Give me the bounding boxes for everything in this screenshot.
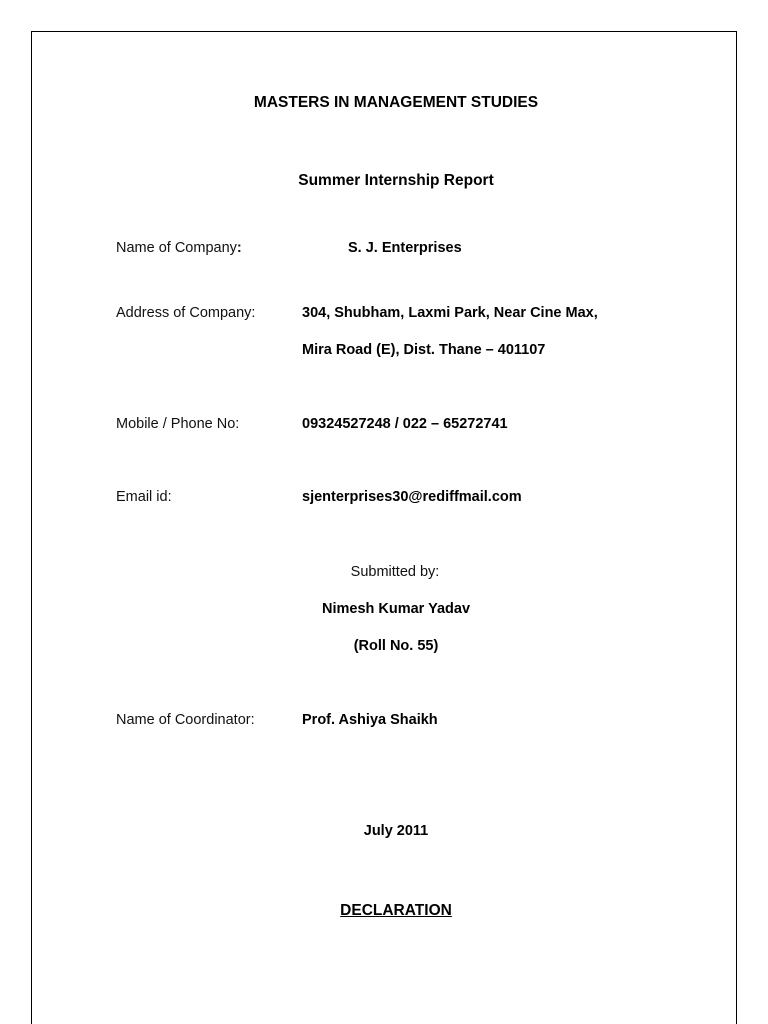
student-name: Nimesh Kumar Yadav: [321, 601, 471, 617]
coordinator-value: Prof. Ashiya Shaikh: [302, 712, 438, 728]
email-label: Email id:: [116, 489, 172, 505]
phone-value: 09324527248 / 022 – 65272741: [302, 416, 508, 432]
report-subheading: Summer Internship Report: [298, 172, 494, 189]
email-value: sjenterprises30@rediffmail.com: [302, 489, 522, 505]
submitted-by-label: Submitted by:: [350, 564, 440, 580]
coordinator-label: Name of Coordinator:: [116, 712, 255, 728]
roll-number: (Roll No. 55): [353, 638, 439, 654]
declaration-title: DECLARATION: [340, 902, 452, 919]
company-address-line1: 304, Shubham, Laxmi Park, Near Cine Max,: [302, 305, 598, 321]
phone-label: Mobile / Phone No:: [116, 416, 240, 432]
company-address-label: Address of Company:: [116, 305, 256, 321]
company-address-line2: Mira Road (E), Dist. Thane – 401107: [302, 342, 546, 358]
company-name-value: S. J. Enterprises: [348, 240, 462, 256]
report-heading: MASTERS IN MANAGEMENT STUDIES: [253, 94, 539, 111]
company-name-label-row: [116, 239, 242, 257]
report-date: July 2011: [363, 823, 429, 839]
company-name-label: Name of Company: [116, 240, 237, 256]
company-name-colon: :: [236, 240, 242, 256]
